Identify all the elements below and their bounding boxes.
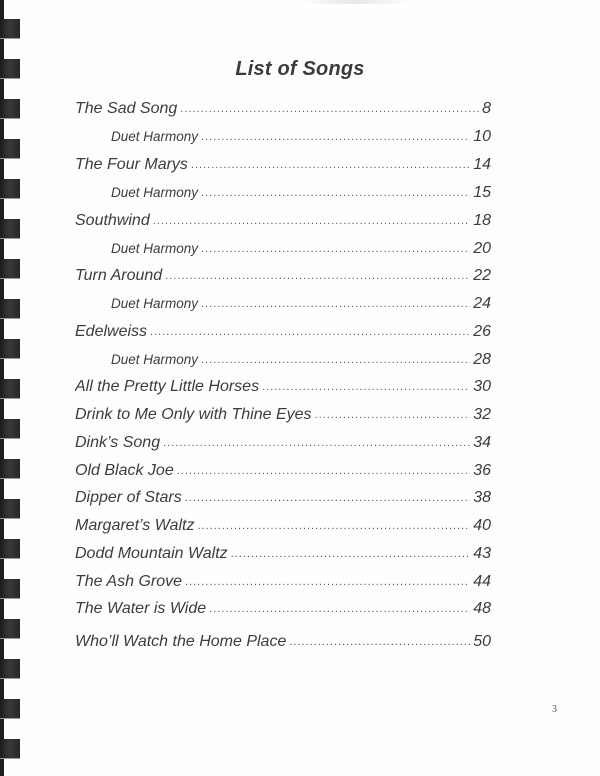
toc-entry-title: Dodd Mountain Waltz [75, 545, 228, 562]
toc-entry-title: Margaret’s Waltz [75, 517, 195, 534]
toc-entry-title: Edelweiss [75, 323, 148, 340]
toc-entry-title: Duet Harmony [111, 185, 199, 200]
binding-tooth [0, 339, 20, 359]
dot-leader [262, 381, 470, 393]
toc-entry [75, 156, 491, 178]
toc-entry [75, 600, 491, 622]
dot-leader [201, 187, 470, 199]
toc-entry-page: 24 [473, 295, 491, 312]
toc-entry-title: The Sad Song [75, 100, 178, 117]
toc-entry [75, 434, 491, 456]
dot-leader [185, 576, 470, 588]
dot-leader [231, 548, 471, 560]
toc-entry-page: 34 [473, 434, 491, 451]
toc-entry-page: 30 [473, 378, 491, 395]
toc-entry-title: Duet Harmony [111, 352, 199, 367]
binding-tooth [0, 619, 20, 639]
toc-entry-page: 18 [473, 212, 491, 229]
dot-leader [180, 103, 479, 115]
toc-subentry [75, 128, 491, 150]
dot-leader [315, 409, 471, 421]
toc-subentry [75, 295, 491, 317]
toc-entry [75, 633, 491, 655]
toc-entry-title: Old Black Joe [75, 462, 174, 479]
scan-smudge [300, 0, 410, 4]
toc-entry [75, 489, 491, 511]
toc-subentry [75, 184, 491, 206]
toc-entry-page: 48 [473, 600, 491, 617]
toc-entry-title: The Water is Wide [75, 600, 207, 617]
toc-entry-title: Dink’s Song [75, 434, 161, 451]
toc-entry-page: 22 [473, 267, 491, 284]
toc-entry-title: Who’ll Watch the Home Place [75, 633, 287, 650]
binding-tooth [0, 659, 20, 679]
toc-entry-title: The Four Marys [75, 156, 188, 173]
spiral-binding [0, 0, 24, 776]
toc-entry-title: Dipper of Stars [75, 489, 182, 506]
binding-tooth [0, 419, 20, 439]
toc-entry-page: 14 [473, 156, 491, 173]
toc-entry-page: 36 [473, 462, 491, 479]
dot-leader [201, 298, 470, 310]
dot-leader [209, 603, 470, 615]
binding-tooth [0, 739, 20, 759]
page-title: List of Songs [235, 58, 365, 80]
dot-leader [191, 159, 470, 171]
toc-entry-page: 38 [473, 489, 491, 506]
toc-entry-page: 10 [473, 128, 491, 145]
toc-entry-page: 28 [473, 351, 491, 368]
toc-entry [75, 573, 491, 595]
toc-entry-page: 8 [482, 100, 491, 117]
toc-entry-title: Southwind [75, 212, 150, 229]
toc-subentry [75, 240, 491, 262]
toc-entry [75, 462, 491, 484]
binding-tooth [0, 219, 20, 239]
toc-entry-title: All the Pretty Little Horses [75, 378, 260, 395]
binding-tooth [0, 379, 20, 399]
toc-entry-page: 26 [473, 323, 491, 340]
toc-entry [75, 267, 491, 289]
toc-entry-page: 50 [473, 633, 491, 650]
dot-leader [163, 437, 470, 449]
binding-tooth [0, 539, 20, 559]
dot-leader [201, 131, 470, 143]
toc-entry-page: 44 [473, 573, 491, 590]
dot-leader [153, 215, 470, 227]
toc-entry-title: Duet Harmony [111, 241, 199, 256]
binding-tooth [0, 19, 20, 39]
dot-leader [201, 243, 470, 255]
binding-tooth [0, 459, 20, 479]
toc-entry-page: 40 [473, 517, 491, 534]
toc-entry-title: The Ash Grove [75, 573, 183, 590]
toc-entry-title: Duet Harmony [111, 129, 199, 144]
binding-tooth [0, 499, 20, 519]
toc-entry [75, 212, 491, 234]
dot-leader [197, 520, 470, 532]
binding-tooth [0, 259, 20, 279]
binding-tooth [0, 699, 20, 719]
dot-leader [177, 465, 470, 477]
toc-entry [75, 100, 491, 122]
toc-entry-page: 20 [473, 240, 491, 257]
toc-entry-title: Duet Harmony [111, 296, 199, 311]
binding-tooth [0, 99, 20, 119]
toc-entry-page: 32 [473, 406, 491, 423]
toc-entry-page: 43 [473, 545, 491, 562]
toc-subentry [75, 351, 491, 373]
binding-tooth [0, 139, 20, 159]
dot-leader [289, 636, 470, 648]
toc-entry [75, 545, 491, 567]
dot-leader [165, 270, 470, 282]
toc-entry-page: 15 [473, 184, 491, 201]
dot-leader [201, 354, 470, 366]
binding-tooth [0, 179, 20, 199]
page-number: 3 [552, 704, 557, 715]
toc-entry [75, 517, 491, 539]
binding-tooth [0, 299, 20, 319]
toc-entry-title: Turn Around [75, 267, 163, 284]
binding-tooth [0, 579, 20, 599]
toc-entry [75, 406, 491, 428]
dot-leader [150, 326, 470, 338]
toc-entry [75, 323, 491, 345]
dot-leader [185, 492, 470, 504]
toc-entry [75, 378, 491, 400]
toc-entry-title: Drink to Me Only with Thine Eyes [75, 406, 312, 423]
